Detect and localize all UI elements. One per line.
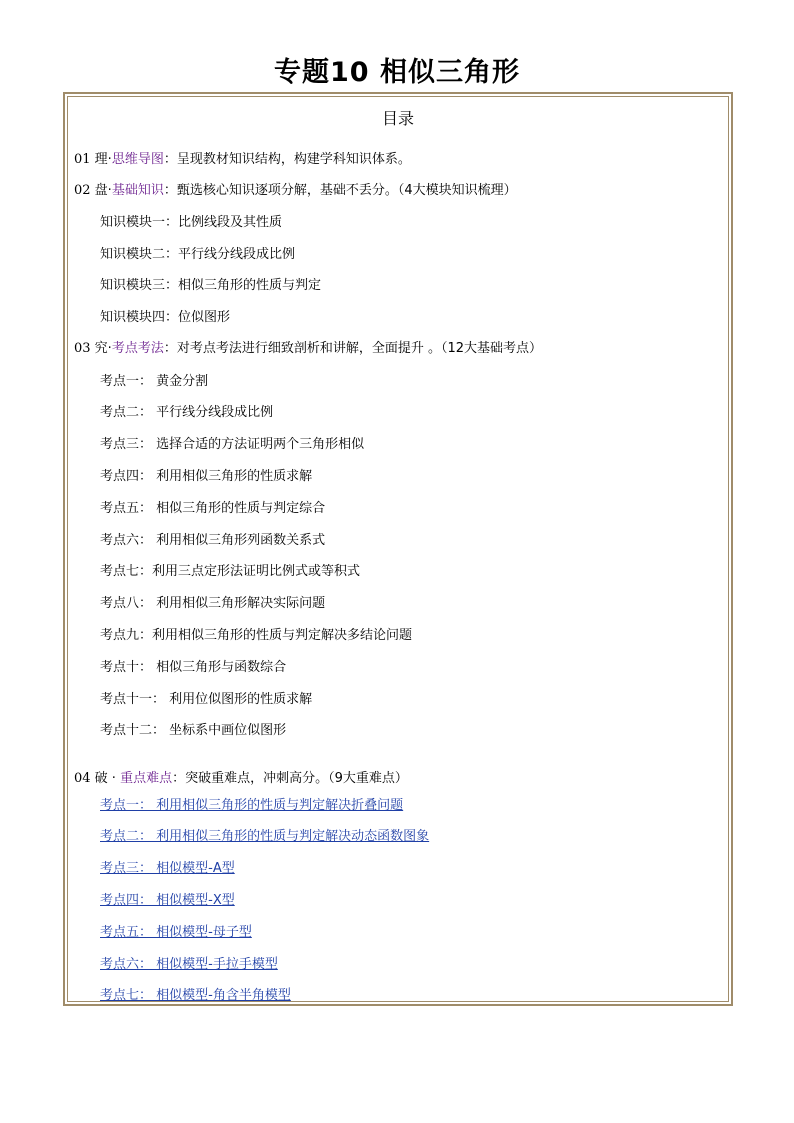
section-number: 01 bbox=[74, 152, 91, 167]
toc-item[interactable]: 考点八： 利用相似三角形解决实际问题 bbox=[100, 596, 326, 611]
toc-item[interactable]: 考点七：利用三点定形法证明比例式或等积式 bbox=[100, 564, 361, 579]
toc-box bbox=[63, 92, 733, 1006]
toc-section-04[interactable] bbox=[74, 767, 408, 786]
section-tag: 基础知识 bbox=[111, 183, 164, 198]
toc-item[interactable]: 考点十一： 利用位似图形的性质求解 bbox=[100, 692, 313, 707]
toc-link-item[interactable]: 考点七： 相似模型-角含半角模型 bbox=[100, 988, 291, 1003]
toc-link-item[interactable]: 考点一： 利用相似三角形的性质与判定解决折叠问题 bbox=[100, 798, 404, 813]
toc-section-01[interactable] bbox=[74, 148, 411, 167]
toc-item[interactable]: 考点十二： 坐标系中画位似图形 bbox=[100, 723, 287, 738]
toc-item[interactable]: 知识模块三：相似三角形的性质与判定 bbox=[100, 278, 322, 293]
toc-item[interactable]: 知识模块一：比例线段及其性质 bbox=[100, 215, 283, 230]
toc-item[interactable]: 考点四： 利用相似三角形的性质求解 bbox=[100, 469, 313, 484]
section-desc: ：呈现教材知识结构，构建学科知识体系。 bbox=[163, 152, 411, 167]
section-tag: 考点考法 bbox=[111, 341, 164, 356]
section-desc: ：突破重难点，冲刺高分。（9大重难点） bbox=[172, 771, 408, 786]
toc-link-item[interactable]: 考点四： 相似模型-X型 bbox=[100, 893, 235, 908]
toc-section-02[interactable] bbox=[74, 179, 517, 198]
section-prefix: 究· bbox=[90, 341, 112, 356]
section-tag: 思维导图 bbox=[111, 152, 164, 167]
toc-item[interactable]: 考点五： 相似三角形的性质与判定综合 bbox=[100, 501, 326, 516]
toc-link-item[interactable]: 考点六： 相似模型-手拉手模型 bbox=[100, 957, 278, 972]
toc-item[interactable]: 知识模块四：位似图形 bbox=[100, 310, 231, 325]
toc-item[interactable]: 知识模块二：平行线分线段成比例 bbox=[100, 247, 296, 262]
section-number: 03 bbox=[74, 341, 91, 356]
toc-section-03[interactable] bbox=[74, 337, 542, 356]
toc-link-item[interactable]: 考点三： 相似模型-A型 bbox=[100, 861, 235, 876]
document-title: 专题10 相似三角形 bbox=[274, 57, 520, 88]
section-prefix: 破 · bbox=[90, 771, 121, 786]
section-tag: 重点难点 bbox=[120, 771, 173, 786]
section-number: 04 bbox=[74, 771, 91, 786]
toc-item[interactable]: 考点二： 平行线分线段成比例 bbox=[100, 405, 274, 420]
toc-item[interactable]: 考点六： 利用相似三角形列函数关系式 bbox=[100, 533, 326, 548]
toc-link-item[interactable]: 考点二： 利用相似三角形的性质与判定解决动态函数图象 bbox=[100, 829, 430, 844]
section-desc: ：甄选核心知识逐项分解，基础不丢分。（4大模块知识梳理） bbox=[163, 183, 517, 198]
section-number: 02 bbox=[74, 183, 91, 198]
section-desc: ：对考点考法进行细致剖析和讲解，全面提升 。（12大基础考点） bbox=[163, 341, 543, 356]
toc-item[interactable]: 考点三： 选择合适的方法证明两个三角形相似 bbox=[100, 437, 365, 452]
toc-item[interactable]: 考点十： 相似三角形与函数综合 bbox=[100, 660, 287, 675]
section-prefix: 盘· bbox=[90, 183, 112, 198]
toc-heading: 目录 bbox=[381, 109, 414, 128]
toc-item[interactable]: 考点一： 黄金分割 bbox=[100, 374, 209, 389]
toc-item[interactable]: 考点九：利用相似三角形的性质与判定解决多结论问题 bbox=[100, 628, 413, 643]
toc-link-item[interactable]: 考点五： 相似模型-母子型 bbox=[100, 925, 252, 940]
section-prefix: 理· bbox=[90, 152, 112, 167]
